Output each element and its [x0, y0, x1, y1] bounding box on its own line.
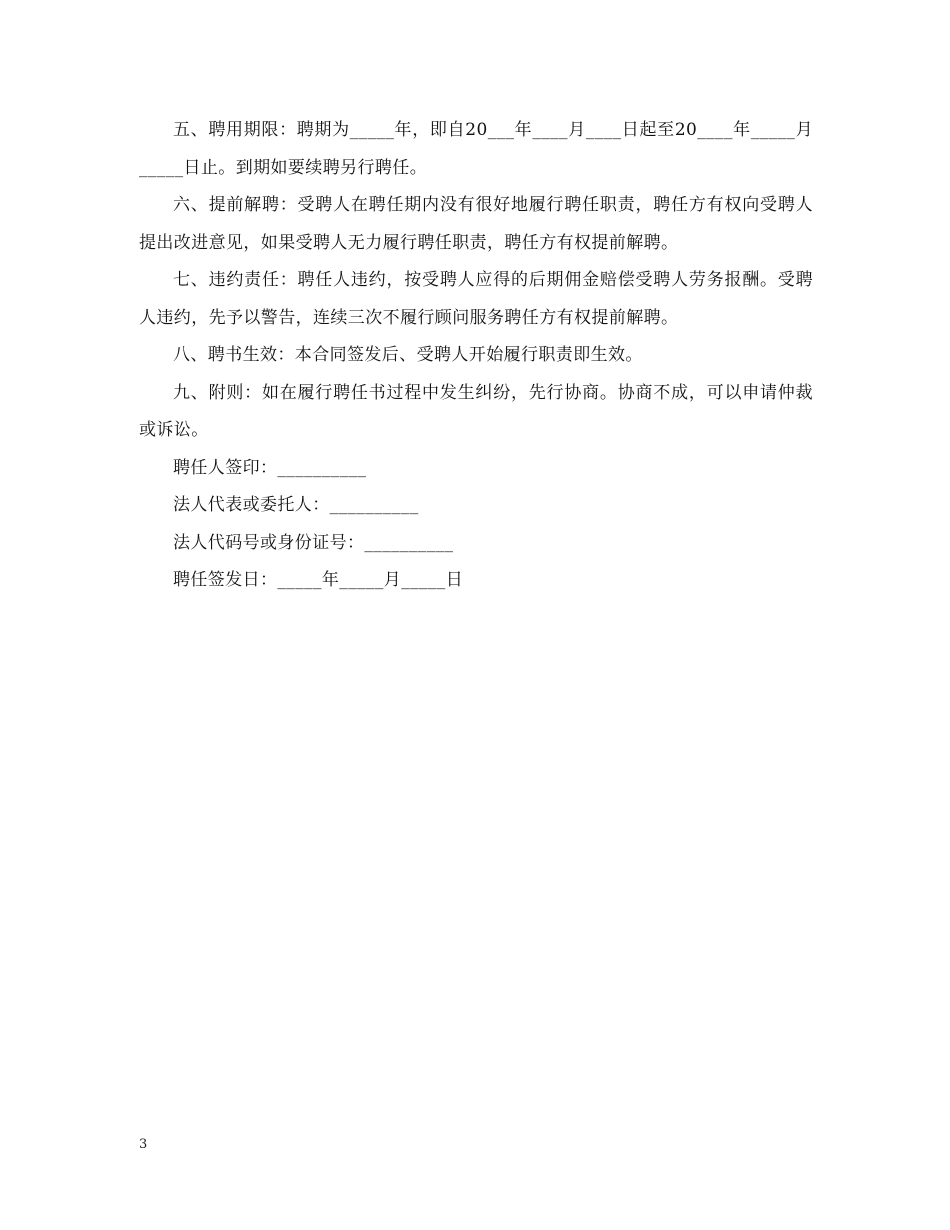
- clause-early-termination: 六、提前解聘：受聘人在聘任期内没有很好地履行聘任职责，聘任方有权向受聘人提出改进意见，如果受聘人无力履行聘任职责，聘任方有权提前解聘。: [139, 195, 813, 253]
- document-body: [139, 112, 813, 600]
- signature-issue-date: 聘任签发日：_____年_____月_____日: [173, 570, 464, 590]
- signature-legal-code-or-id: 法人代码号或身份证号：__________: [173, 532, 454, 553]
- clause-breach-liability: 七、违约责任：聘任人违约，按受聘人应得的后期佣金赔偿受聘人劳务报酬。受聘人违约，先予以警告，连续三次不履行顾问服务聘任方有权提前解聘。: [139, 270, 813, 328]
- signature-legal-representative: 法人代表或委托人：__________: [173, 495, 419, 515]
- clause-term: 五、聘用期限：聘期为_____年，即自20___年____月____日起至20____年_____月_____日止。到期如要续聘另行聘任。: [139, 120, 813, 178]
- clause-supplementary: 九、附则：如在履行聘任书过程中发生纠纷，先行协商。协商不成，可以申请仲裁或诉讼。: [139, 382, 813, 440]
- signature-employer-seal: 聘任人签印：__________: [173, 457, 367, 478]
- page-number: 3: [139, 1137, 148, 1152]
- clause-effectiveness: 八、聘书生效：本合同签发后、受聘人开始履行职责即生效。: [173, 345, 643, 365]
